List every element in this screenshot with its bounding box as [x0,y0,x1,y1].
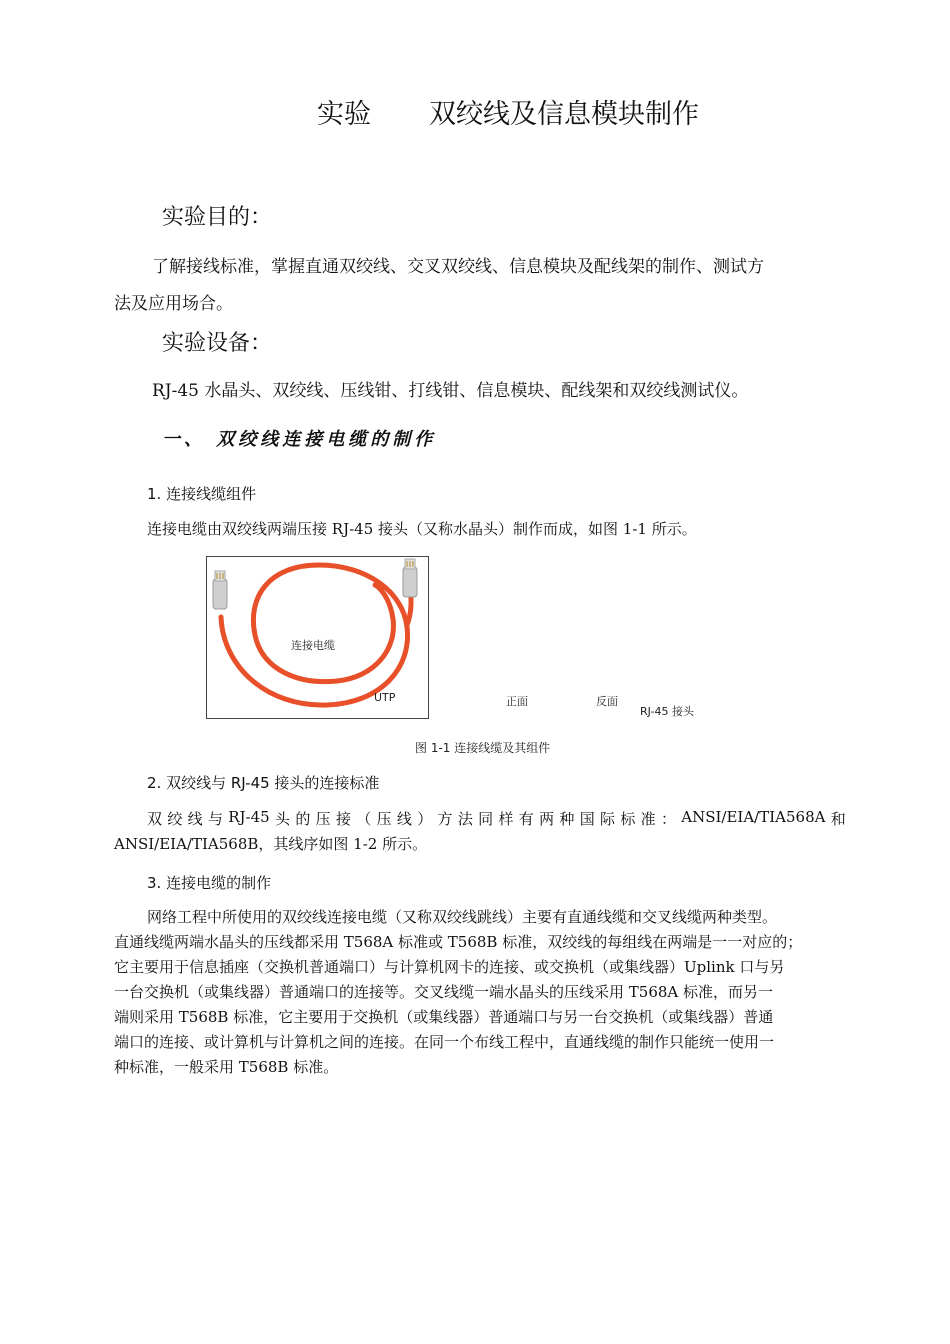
objective-line-2: 法及应用场合。 [114,294,233,314]
justified-word: 头 [275,810,291,828]
rj45-label: RJ-45 接头 [640,705,694,718]
body-line: 种标准，一般采用 T568B 标准。 [114,1058,339,1076]
cable-photo [206,556,429,719]
justified-word: 绞 [167,810,183,828]
figure-caption: 图 1-1 连接线缆及其组件 [415,741,551,755]
body-line: 端则采用 T568B 标准，它主要用于交换机（或集线器）普通端口与另一台交换机（或集线器）普通 [114,1008,774,1026]
subsection-1-heading: 1. 连接线缆组件 [147,485,257,503]
justified-word: 和 [830,810,846,828]
justified-word: 线 [396,810,412,828]
justified-word: 标 [620,810,636,828]
body-line: 端口的连接、或计算机与计算机之间的连接。在同一个布线工程中，直通线缆的制作只能统一使用一 [114,1033,775,1051]
equipment-heading: 实验设备： [162,331,273,356]
subsection-3-heading: 3. 连接电缆的制作 [147,874,272,892]
subsection-2-line-2: ANSI/EIA/TIA568B，其线序如图 1-2 所示。 [114,835,428,853]
justified-word: 方 [437,810,453,828]
justified-word: 接 [335,810,351,828]
body-line: 网络工程中所使用的双绞线连接电缆（又称双绞线跳线）主要有直通线缆和交叉线缆两种类型。 [147,908,778,926]
justified-word: （ [356,810,372,828]
front-label: 正面 [506,695,528,708]
justified-word: 压 [315,810,331,828]
justified-word: 国 [579,810,595,828]
justified-word: 双 [147,810,163,828]
justified-word: ： [660,810,676,828]
body-line: 直通线缆两端水晶头的压线都采用 T568A 标准或 T568B 标准，双绞线的每组线在两端是一一对应的； [114,933,803,951]
justified-word: ANSI/EIA/TIA568A [681,808,826,826]
justified-word: 的 [295,810,311,828]
justified-word: 样 [498,810,514,828]
right-connector-icon [403,559,417,597]
utp-label: UTP [374,691,396,704]
subsection-2-line-1 [147,808,846,829]
objective-heading: 实验目的： [162,205,273,230]
body-line: 它主要用于信息插座（交换机普通端口）与计算机网卡的连接、或交换机（或集线器）Uplink 口与另 [114,958,785,976]
subsection-1-text: 连接电缆由双绞线两端压接 RJ-45 接头（又称水晶头）制作而成，如图 1-1 所示。 [147,520,697,538]
justified-word: 际 [600,810,616,828]
page-title [0,92,950,131]
justified-word: 种 [559,810,575,828]
justified-word: 压 [376,810,392,828]
justified-word: 与 [207,810,223,828]
equipment-text: RJ-45 水晶头、双绞线、压线钳、打线钳、信息模块、配线架和双绞线测试仪。 [152,381,749,401]
title-left: 实验 [317,99,371,130]
justified-word: 有 [518,810,534,828]
subsection-2-heading: 2. 双绞线与 RJ-45 接头的连接标准 [147,774,380,792]
justified-word: 线 [187,810,203,828]
objective-line-1: 了解接线标准，掌握直通双绞线、交叉双绞线、信息模块及配线架的制作、测试方 [152,257,764,277]
justified-word: 准 [640,810,656,828]
body-line: 一台交换机（或集线器）普通端口的连接等。交叉线缆一端水晶头的压线采用 T568A 标准，而另一 [114,983,774,1001]
title-right: 双绞线及信息模块制作 [429,99,699,130]
section-heading: 一、 双绞线连接电缆的制作 [162,429,437,450]
justified-word: ） [417,810,433,828]
back-label: 反面 [596,695,618,708]
cable-label: 连接电缆 [291,639,335,652]
left-connector-icon [213,571,227,609]
justified-word: 两 [539,810,555,828]
justified-word: 法 [457,810,473,828]
justified-word: RJ-45 [228,808,270,826]
justified-word: 同 [478,810,494,828]
